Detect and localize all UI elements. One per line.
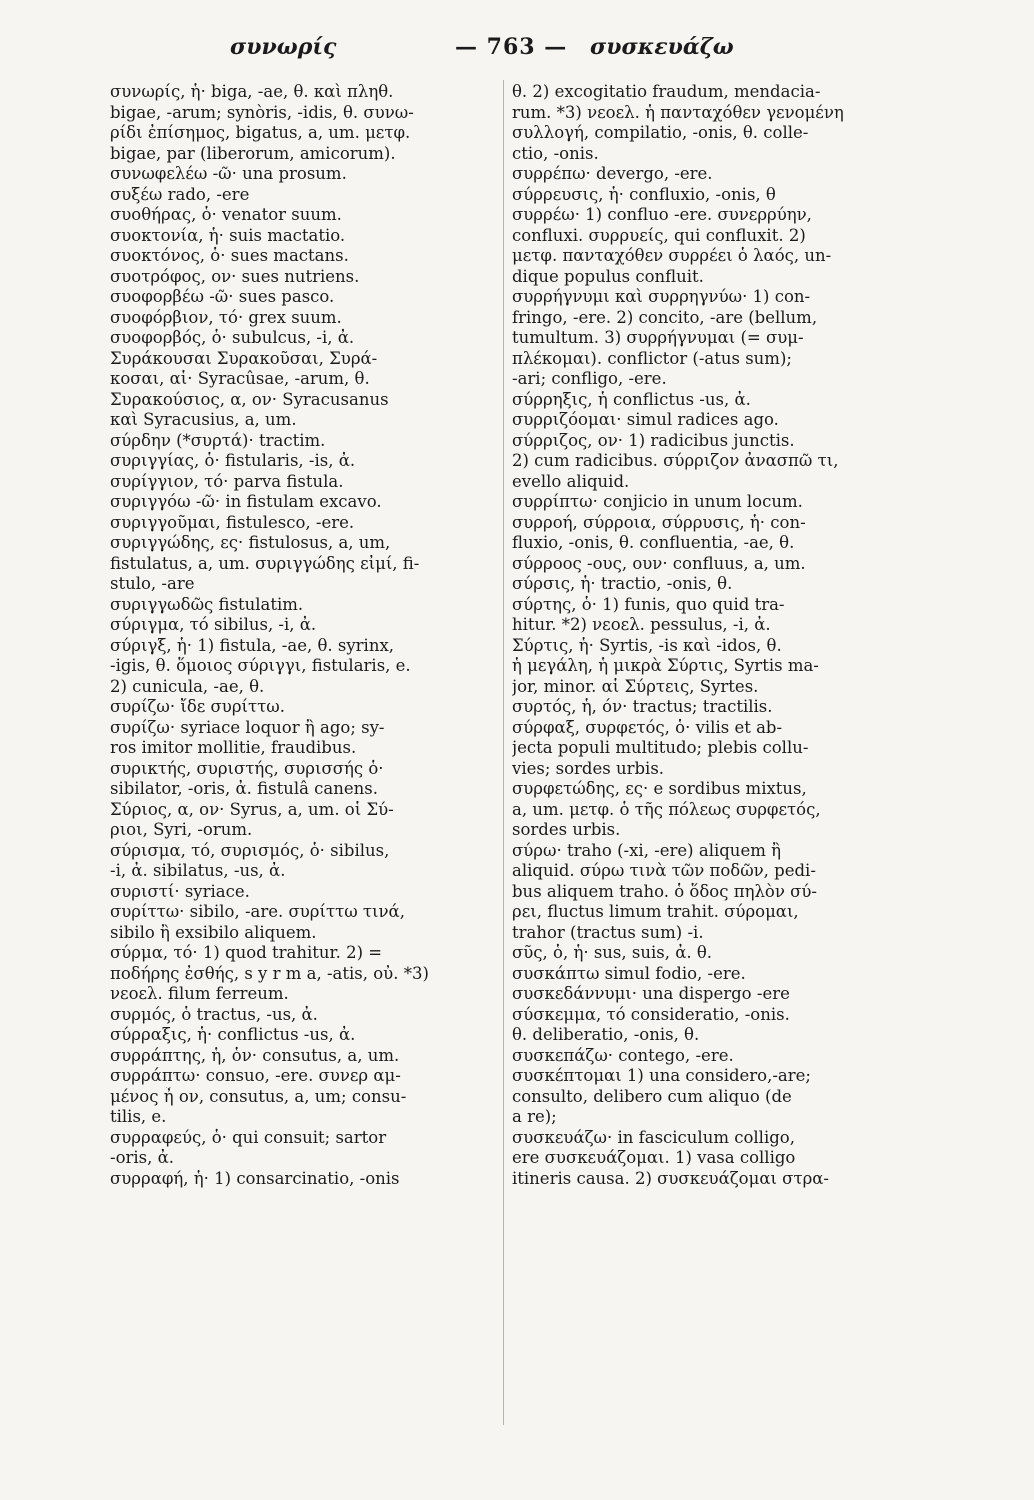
entry-line: συξέω rado, -ere xyxy=(110,184,250,204)
entry-line: συρίζω· ἴδε συρίττω. xyxy=(110,697,285,716)
entry-line: dique populus confluit. xyxy=(512,266,704,286)
entry-line: ros imitor mollitie, fraudibus. xyxy=(110,738,357,757)
entry-line: συοκτόνος, ὁ· sues mactans. xyxy=(110,246,349,265)
entry-line: συρράπτω· consuo, -ere. συνερ αμ- xyxy=(110,1066,401,1085)
entry-line: Σύριος, α, ον· Syrus, a, um. οἱ Σύ- xyxy=(110,799,394,819)
entry-line: συριγγίας, ὁ· fistularis, -is, ἀ. xyxy=(110,451,356,470)
entry-line: rum. *3) νεοελ. ἡ πανταχόθεν γενομένη xyxy=(512,102,844,122)
entry-line: bigae, -arum; synòris, -idis, θ. συνω- xyxy=(110,102,414,122)
entry-line: -ari; confligo, -ere. xyxy=(512,369,667,388)
page-header xyxy=(110,34,974,68)
entry-line: jor, minor. αἱ Σύρτεις, Syrtes. xyxy=(512,676,759,696)
entry-line: συρριζόομαι· simul radices ago. xyxy=(512,410,779,429)
entry-line: σύσκεμμα, τό consideratio, -onis. xyxy=(512,1004,790,1024)
entry-line: συρίζω· syriace loquor ἢ ago; sy- xyxy=(110,717,385,737)
entry-line: σύρσις, ἡ· tractio, -onis, θ. xyxy=(512,574,733,593)
entry-line: συοφορβός, ὁ· subulcus, -i, ἀ. xyxy=(110,328,355,347)
entry-line: συρρήγνυμι καὶ συρρηγνύω· 1) con- xyxy=(512,287,811,306)
entry-line: συρίγγιον, τό· parva fistula. xyxy=(110,471,344,491)
entry-line: συσκεπάζω· contego, -ere. xyxy=(512,1045,734,1065)
entry-line: sibilo ἢ exsibilo aliquem. xyxy=(110,922,317,942)
header-right-guide-word: συσκευάζω xyxy=(590,34,734,60)
entry-line: συριγγώδης, ες· fistulosus, a, um, xyxy=(110,533,391,552)
entry-line: ριοι, Syri, -orum. xyxy=(110,820,253,839)
entry-line: καὶ Syracusius, a, um. xyxy=(110,410,297,429)
entry-line: νεοελ. filum ferreum. xyxy=(110,984,289,1003)
entry-line: stulo, -are xyxy=(110,574,195,593)
entry-line: θ. 2) excogitatio fraudum, mendacia- xyxy=(512,82,821,101)
entry-line: συσκάπτω simul fodio, -ere. xyxy=(512,963,746,983)
entry-line: συνωφελέω -ῶ· una prosum. xyxy=(110,164,347,183)
entry-line: συλλογή, compilatio, -onis, θ. colle- xyxy=(512,123,809,142)
entry-line: ποδήρης ἐσθής, s y r m a, -atis, οὐ. *3) xyxy=(110,963,429,983)
entry-line: σύριγμα, τό sibilus, -i, ἀ. xyxy=(110,615,317,634)
entry-line: συοτρόφος, ον· sues nutriens. xyxy=(110,266,360,286)
entry-line: a, um. μετφ. ὁ τῆς πόλεως συρφετός, xyxy=(512,799,821,819)
entry-line: συριγγοῦμαι, fistulesco, -ere. xyxy=(110,512,355,532)
entry-line: vies; sordes urbis. xyxy=(512,758,665,778)
entry-line: aliquid. σύρω τινὰ τῶν ποδῶν, pedi- xyxy=(512,861,816,880)
entry-line: 2) cum radicibus. σύρριζον ἀνασπῶ τι, xyxy=(512,451,839,470)
entry-line: συριγγωδῶς fistulatim. xyxy=(110,594,304,614)
entry-line: fistulatus, a, um. συριγγώδης εἰμί, fi- xyxy=(110,553,420,573)
entry-line: hitur. *2) νεοελ. pessulus, -i, ἀ. xyxy=(512,615,771,634)
entry-line: σύριγξ, ἡ· 1) fistula, -ae, θ. syrinx, xyxy=(110,635,395,655)
entry-line: συοθήρας, ὁ· venator suum. xyxy=(110,205,342,224)
right-column xyxy=(512,82,912,1189)
entry-line: ρίδι ἐπίσημος, bigatus, a, um. μετφ. xyxy=(110,123,411,142)
entry-line: itineris causa. 2) συσκευάζομαι στρα- xyxy=(512,1168,829,1188)
header-left-guide-word: συνωρίς xyxy=(230,34,337,60)
entry-line: μετφ. πανταχόθεν συρρέει ὁ λαός, un- xyxy=(512,246,832,265)
entry-line: κοσαι, αἱ· Syracûsae, -arum, θ. xyxy=(110,369,370,388)
entry-line: σύρρευσις, ἡ· confluxio, -onis, θ xyxy=(512,184,776,204)
entry-line: σύρτης, ὁ· 1) funis, quo quid tra- xyxy=(512,594,785,614)
entry-line: Συρακούσιος, α, ον· Syracusanus xyxy=(110,389,389,409)
entry-line: fluxio, -onis, θ. confluentia, -ae, θ. xyxy=(512,533,795,552)
entry-line: Συράκουσαι Συρακοῦσαι, Συρά- xyxy=(110,348,378,368)
page-number: — 763 — xyxy=(455,34,568,60)
entry-line: συσκεδάννυμι· una dispergo -ere xyxy=(512,984,790,1003)
entry-line: συρραφή, ἡ· 1) consarcinatio, -onis xyxy=(110,1168,400,1188)
entry-line: συνωρίς, ἡ· biga, -ae, θ. καὶ πληθ. xyxy=(110,82,394,101)
entry-line: σύρισμα, τό, συρισμός, ὁ· sibilus, xyxy=(110,840,390,860)
entry-line: bigae, par (liberorum, amicorum). xyxy=(110,143,396,163)
entry-line: a re); xyxy=(512,1107,557,1126)
entry-line: συρραφεύς, ὁ· qui consuit; sartor xyxy=(110,1127,387,1147)
entry-line: σύρρηξις, ἡ conflictus -us, ἀ. xyxy=(512,389,751,409)
entry-line: πλέκομαι). conflictor (-atus sum); xyxy=(512,348,792,368)
left-column xyxy=(110,82,500,1189)
entry-line: συρρέω· 1) confluo -ere. συνερρύην, xyxy=(512,205,812,224)
entry-line: συρίττω· sibilo, -are. συρίττω τινά, xyxy=(110,902,405,921)
entry-line: σύρροος -ους, ουν· confluus, a, um. xyxy=(512,553,806,573)
column-divider xyxy=(503,80,504,1425)
entry-line: bus aliquem traho. ὁ ὅδος πηλὸν σύ- xyxy=(512,881,817,901)
entry-line: συρμός, ὁ tractus, -us, ἀ. xyxy=(110,1004,318,1024)
entry-line: σύρραξις, ἡ· conflictus -us, ἀ. xyxy=(110,1025,356,1044)
entry-line: ἡ μεγάλη, ἡ μικρὰ Σύρτις, Syrtis ma- xyxy=(512,656,819,675)
entry-line: συρτός, ἡ, όν· tractus; tractilis. xyxy=(512,697,773,716)
entry-line: fringo, -ere. 2) concito, -are (bellum, xyxy=(512,307,818,327)
entry-line: συοφορβέω -ῶ· sues pasco. xyxy=(110,287,335,306)
entry-line: σύρδην (*συρτά)· tractim. xyxy=(110,430,326,450)
entry-line: sordes urbis. xyxy=(512,820,621,839)
entry-line: συρφετώδης, ες· e sordibus mixtus, xyxy=(512,779,807,798)
entry-line: consulto, delibero cum aliquo (de xyxy=(512,1086,792,1106)
entry-line: 2) cunicula, -ae, θ. xyxy=(110,676,265,696)
entry-line: ctio, -onis. xyxy=(512,143,599,163)
entry-line: συρροή, σύρροια, σύρρυσις, ἡ· con- xyxy=(512,512,806,532)
entry-line: σύρω· traho (-xi, -ere) aliquem ἢ xyxy=(512,840,781,860)
entry-line: συριστί· syriace. xyxy=(110,881,250,901)
entry-line: συρράπτης, ἡ, ὁν· consutus, a, um. xyxy=(110,1045,400,1065)
entry-line: συρικτής, συριστής, συρισσής ὁ· xyxy=(110,758,384,778)
entry-line: -igis, θ. ὅμοιος σύριγγι, fistularis, e. xyxy=(110,656,411,675)
entry-line: evello aliquid. xyxy=(512,471,630,491)
entry-line: -oris, ἀ. xyxy=(110,1148,175,1167)
entry-line: σύρφαξ, συρφετός, ὁ· vilis et ab- xyxy=(512,717,783,737)
entry-line: tumultum. 3) συρρήγνυμαι (= συμ- xyxy=(512,328,804,347)
entry-line: συοκτονία, ἡ· suis mactatio. xyxy=(110,225,346,245)
entry-line: tilis, e. xyxy=(110,1107,167,1126)
entry-line: σύρριζος, ον· 1) radicibus junctis. xyxy=(512,430,795,450)
entry-line: Σύρτις, ἡ· Syrtis, -is καὶ -idos, θ. xyxy=(512,635,782,655)
entry-line: θ. deliberatio, -onis, θ. xyxy=(512,1025,700,1044)
entry-line: συσκέπτομαι 1) una considero,-are; xyxy=(512,1066,811,1085)
entry-line: συρρίπτω· conjicio in unum locum. xyxy=(512,492,803,511)
entry-line: sibilator, -oris, ἀ. fistulâ canens. xyxy=(110,779,378,798)
entry-line: μένος ἦ ον, consutus, a, um; consu- xyxy=(110,1086,407,1106)
entry-line: σύρμα, τό· 1) quod trahitur. 2) = xyxy=(110,943,383,962)
entry-line: συοφόρβιον, τό· grex suum. xyxy=(110,307,342,327)
entry-line: σῦς, ὁ, ἡ· sus, suis, ἀ. θ. xyxy=(512,943,713,962)
entry-line: συσκευάζω· in fasciculum colligo, xyxy=(512,1127,795,1147)
entry-line: συρρέπω· devergo, -ere. xyxy=(512,164,713,183)
entry-line: jecta populi multitudo; plebis collu- xyxy=(512,738,809,757)
entry-line: confluxi. συρρυείς, qui confluxit. 2) xyxy=(512,225,806,245)
entry-line: trahor (tractus sum) -i. xyxy=(512,922,704,942)
entry-line: -i, ἀ. sibilatus, -us, ἀ. xyxy=(110,861,286,880)
entry-line: συριγγόω -ῶ· in fistulam excavo. xyxy=(110,492,382,511)
entry-line: ere συσκευάζομαι. 1) vasa colligo xyxy=(512,1148,796,1167)
entry-line: ρει, fluctus limum trahit. σύρομαι, xyxy=(512,902,799,921)
